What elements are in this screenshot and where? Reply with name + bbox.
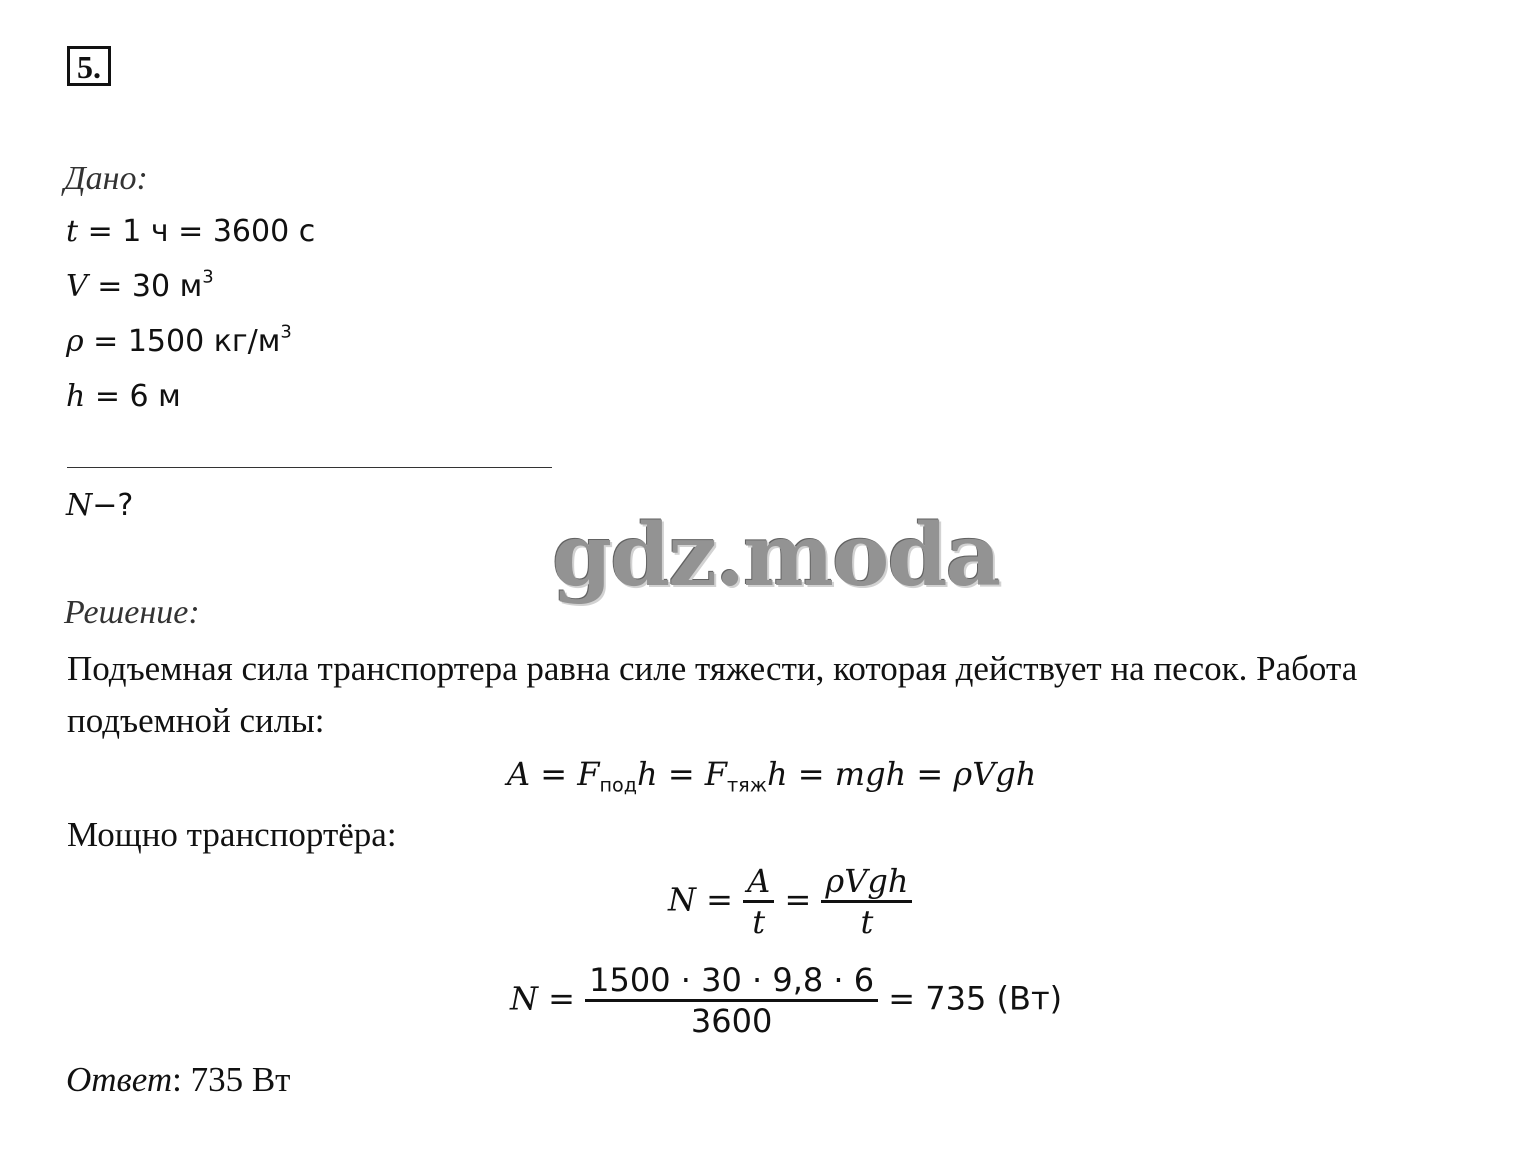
formula-work: [507, 755, 1037, 797]
given-h: [66, 379, 181, 414]
given-V: [66, 266, 214, 304]
frac-2-denominator: t: [860, 903, 874, 941]
given-V-value: = 30 м: [87, 269, 203, 304]
formula-power-N: N: [668, 880, 696, 919]
given-rho: [66, 321, 292, 359]
formula-work-eq1: =: [530, 755, 578, 793]
watermark: gdz.moda: [552, 505, 1000, 606]
given-rho-exp: 3: [280, 321, 292, 343]
frac-1-numerator: A: [743, 862, 774, 903]
given-V-exp: 3: [202, 266, 214, 288]
formula-work-eq2: =: [657, 755, 705, 793]
formula-work-F2-sub: тяж: [727, 773, 768, 797]
formula-work-eq3: =: [787, 755, 835, 793]
formula-work-rhoVgh: ρVgh: [953, 755, 1037, 793]
formula-calc-result: = 735 (Вт): [878, 979, 1063, 1018]
find-N-text: −?: [92, 488, 134, 523]
formula-calc-frac: [585, 961, 878, 1040]
given-divider: [67, 467, 552, 468]
formula-work-h1: h: [637, 755, 658, 793]
given-rho-var: ρ: [66, 324, 84, 359]
frac-1-denominator: t: [752, 903, 766, 941]
solution-paragraph-1: Подъемная сила транспортера равна силе тяжести, которая действует на песок. Работа подъемной силы:: [67, 649, 1358, 740]
calc-denominator: 3600: [690, 1002, 773, 1040]
given-heading: Дано:: [64, 160, 148, 197]
calc-numerator: 1500 · 30 · 9,8 · 6: [585, 961, 878, 1002]
formula-work-F1: F: [577, 755, 600, 793]
formula-work-eq4: =: [906, 755, 954, 793]
given-V-var: V: [66, 269, 88, 304]
answer-label: Ответ: [66, 1060, 173, 1099]
find-N: [66, 488, 133, 523]
formula-power-eq1: =: [696, 880, 744, 919]
formula-calculation: [510, 961, 1062, 1040]
formula-work-mgh: mgh: [834, 755, 907, 793]
frac-2-numerator: ρVgh: [821, 862, 912, 903]
answer-value: : 735 Вт: [172, 1060, 291, 1099]
formula-power: [668, 862, 912, 941]
formula-work-h2: h: [767, 755, 788, 793]
formula-work-F1-sub: под: [599, 773, 638, 797]
given-h-var: h: [66, 379, 86, 414]
given-t-var: t: [66, 214, 79, 249]
solution-paragraph-2: Мощно транспортёра:: [67, 815, 397, 854]
formula-calc-eq1: =: [538, 979, 586, 1018]
formula-work-F2: F: [704, 755, 727, 793]
formula-work-A: A: [507, 755, 531, 793]
formula-calc-N: N: [510, 979, 538, 1018]
given-rho-value: = 1500 кг/м: [83, 324, 281, 359]
given-t-value: = 1 ч = 3600 с: [78, 214, 316, 249]
answer: [66, 1060, 290, 1100]
solution-heading: Решение:: [64, 594, 200, 631]
given-t: [66, 214, 315, 249]
formula-power-frac-2: [821, 862, 912, 941]
formula-power-eq2: =: [774, 880, 822, 919]
given-h-value: = 6 м: [85, 379, 181, 414]
problem-number: 5.: [67, 46, 111, 86]
find-N-var: N: [66, 488, 93, 523]
formula-power-frac-1: [743, 862, 774, 941]
